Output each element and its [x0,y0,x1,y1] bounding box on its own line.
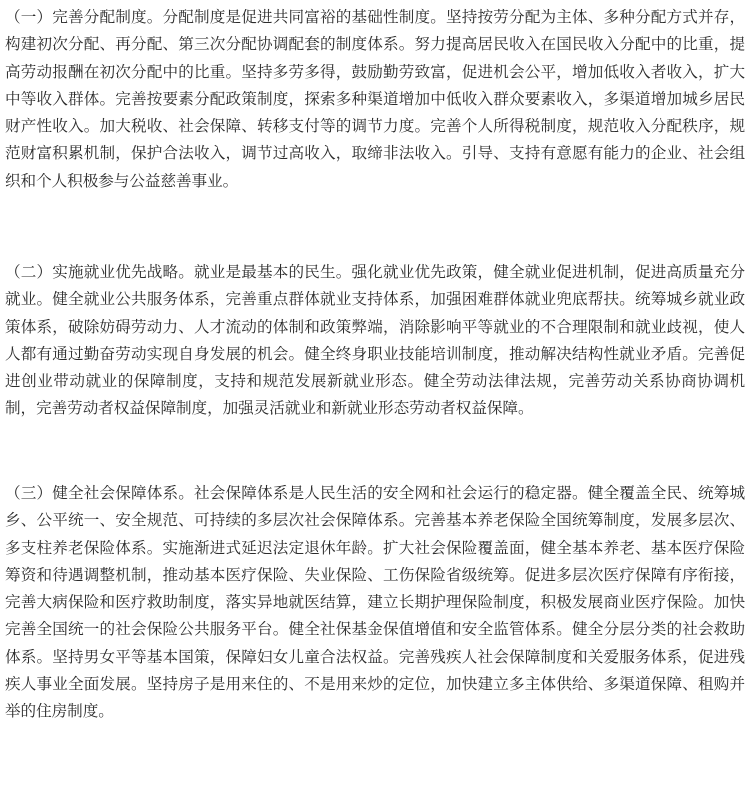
paragraph-distribution-system: （一）完善分配制度。分配制度是促进共同富裕的基础性制度。坚持按劳分配为主体、多种分配方式并存，构建初次分配、再分配、第三次分配协调配套的制度体系。努力提高居民收入在国民收入分配中的比重，提高劳动报酬在初次分配中的比重。坚持多劳多得，鼓励勤劳致富，促进机会公平，增加低收入者收入，扩大中等收入群体。完善按要素分配政策制度，探索多种渠道增加中低收入群众要素收入，多渠道增加城乡居民财产性收入。加大税收、社会保障、转移支付等的调节力度。完善个人所得税制度，规范收入分配秩序，规范财富积累机制，保护合法收入，调节过高收入，取缔非法收入。引导、支持有意愿有能力的企业、社会组织和个人积极参与公益慈善事业。 [5,8,745,190]
paragraph-social-security: （三）健全社会保障体系。社会保障体系是人民生活的安全网和社会运行的稳定器。健全覆盖全民、统筹城乡、公平统一、安全规范、可持续的多层次社会保障体系。完善基本养老保险全国统筹制度，发展多层次、多支柱养老保险体系。实施渐进式延迟法定退休年龄。扩大社会保险覆盖面，健全基本养老、基本医疗保险筹资和待遇调整机制，推动基本医疗保险、失业保险、工伤保险省级统筹。促进多层次医疗保障有序衔接，完善大病保险和医疗救助制度，落实异地就医结算，建立长期护理保险制度，积极发展商业医疗保险。加快完善全国统一的社会保险公共服务平台。健全社保基金保值增值和安全监管体系。健全分层分类的社会救助体系。坚持男女平等基本国策，保障妇女儿童合法权益。完善残疾人社会保障制度和关爱服务体系，促进残疾人事业全面发展。坚持房子是用来住的、不是用来炒的定位，加快建立多主体供给、多渠道保障、租购并举的住房制度。 [5,484,745,721]
paragraph-employment-priority: （二）实施就业优先战略。就业是最基本的民生。强化就业优先政策，健全就业促进机制，促进高质量充分就业。健全就业公共服务体系，完善重点群体就业支持体系，加强困难群体就业兜底帮扶。统筹城乡就业政策体系，破除妨碍劳动力、人才流动的体制和政策弊端，消除影响平等就业的不合理限制和就业歧视，使人人都有通过勤奋劳动实现自身发展的机会。健全终身职业技能培训制度，推动解决结构性就业矛盾。完善促进创业带动就业的保障制度，支持和规范发展新就业形态。健全劳动法律法规，完善劳动关系协商协调机制，完善劳动者权益保障制度，加强灵活就业和新就业形态劳动者权益保障。 [5,263,745,418]
